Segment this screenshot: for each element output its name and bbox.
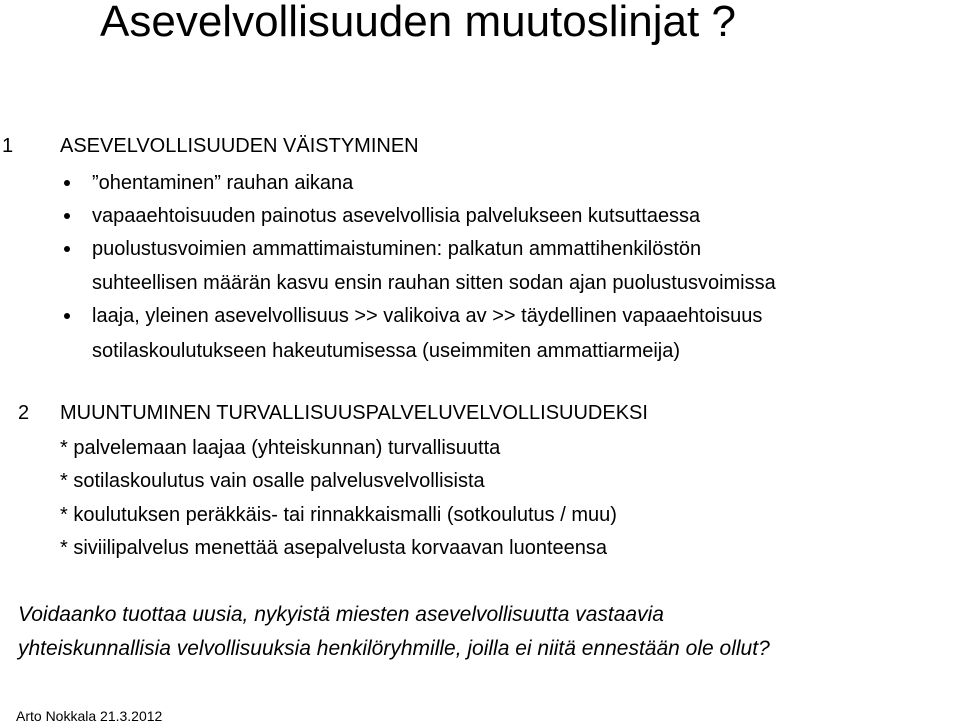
section-2-item: * palvelemaan laajaa (yhteiskunnan) turvallisuutta (60, 437, 501, 459)
section-1-bullet: laaja, yleinen asevelvollisuus >> valikoiva av >> täydellinen vapaaehtoisuus (92, 305, 763, 327)
section-2-item: * sotilaskoulutus vain osalle palvelusvelvollisista (60, 470, 485, 492)
section-1-bullet-continuation: suhteellisen määrän kasvu ensin rauhan sitten sodan ajan puolustusvoimissa (92, 272, 776, 294)
section-2-number: 2 (18, 402, 30, 424)
bullet-icon (64, 213, 70, 219)
section-1-heading: ASEVELVOLLISUUDEN VÄISTYMINEN (60, 135, 419, 157)
page-title: Asevelvollisuuden muutoslinjat ? (100, 0, 736, 46)
section-1-bullet: vapaaehtoisuuden painotus asevelvollisia palvelukseen kutsuttaessa (92, 205, 701, 227)
section-2-item: * siviilipalvelus menettää asepalvelusta korvaavan luonteensa (60, 537, 607, 559)
section-1-number: 1 (2, 135, 14, 157)
bullet-icon (64, 313, 70, 319)
section-1-bullet: ”ohentaminen” rauhan aikana (92, 172, 354, 194)
section-2-item: * koulutuksen peräkkäis- tai rinnakkaismalli (sotkoulutus / muu) (60, 504, 617, 526)
section-2-heading: MUUNTUMINEN TURVALLISUUSPALVELUVELVOLLISUUDEKSI (60, 402, 648, 424)
closing-question-line: Voidaanko tuottaa uusia, nykyistä miesten asevelvollisuutta vastaavia (18, 603, 664, 626)
bullet-icon (64, 246, 70, 252)
section-1-bullet: puolustusvoimien ammattimaistuminen: palkatun ammattihenkilöstön (92, 238, 702, 260)
bullet-icon (64, 180, 70, 186)
section-1-bullet-continuation: sotilaskoulutukseen hakeutumisessa (useimmiten ammattiarmeija) (92, 340, 681, 362)
closing-question-line: yhteiskunnallisia velvollisuuksia henkilöryhmille, joilla ei niitä ennestään ole ollut? (18, 637, 770, 660)
author-date-footer: Arto Nokkala 21.3.2012 (16, 708, 163, 724)
